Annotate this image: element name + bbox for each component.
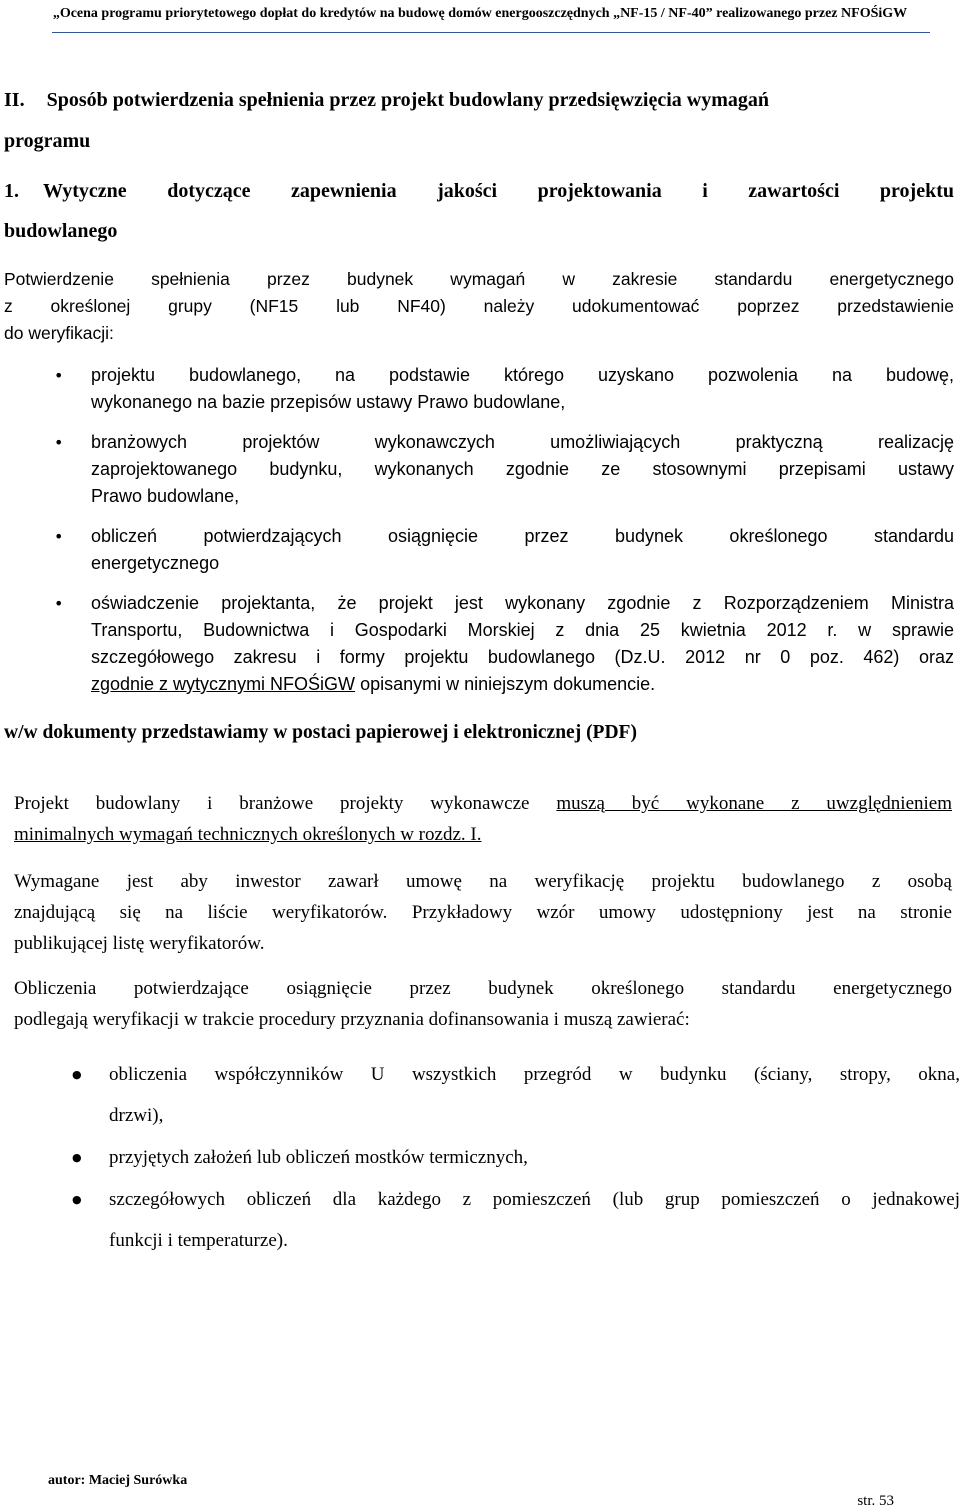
requirements-list: [54, 362, 954, 698]
paragraph-line: Obliczenia potwierdzające osiągnięcie przez budynek określonego standardu energetycznego: [14, 978, 952, 999]
list-item-text: energetycznego: [91, 553, 220, 573]
paragraph-text: Projekt budowlany i branżowe projekty wykonawcze: [14, 793, 557, 814]
intro-line: do weryfikacji:: [4, 323, 114, 343]
list-item-text: Prawo budowlane,: [91, 486, 240, 506]
intro-line: z określonej grupy (NF15 lub NF40) należy udokumentować poprzez przedstawienie: [4, 296, 954, 316]
subsection-heading: [4, 171, 954, 251]
paragraph-line: znajdującą się na liście weryfikatorów. Przykładowy wzór umowy udostępniony jest na stronie: [14, 902, 952, 923]
intro-paragraph: [4, 266, 954, 347]
subsection-number: 1.: [4, 180, 19, 202]
paragraph-design-requirements: [14, 788, 952, 850]
paragraph-verification-contract: [14, 866, 952, 959]
header-rule: [52, 32, 930, 33]
paragraph-line: publikującej listę weryfikatorów.: [14, 933, 265, 954]
list-item-text: • projektu budowlanego, na podstawie którego uzyskano pozwolenia na budowę,: [91, 365, 954, 385]
running-header-title: „Ocena programu priorytetowego dopłat do kredytów na budowę domów energooszczędnych „NF-15 / NF-40” realizowanego przez NFOŚiGW: [52, 6, 908, 21]
section-heading: [4, 80, 954, 162]
intro-line: Potwierdzenie spełnienia przez budynek wymagań w zakresie standardu energetycznego: [4, 269, 954, 289]
list-item: [54, 590, 954, 698]
subsection-title-part2: budowlanego: [4, 220, 118, 242]
list-item: [54, 362, 954, 416]
list-item-text: ● szczegółowych obliczeń dla każdego z pomieszczeń (lub grup pomieszczeń o jednakowej: [109, 1189, 960, 1210]
running-header: [0, 0, 960, 36]
list-item-text: • branżowych projektów wykonawczych umożliwiających praktyczną realizację: [91, 432, 954, 452]
list-item-text: ● przyjętych założeń lub obliczeń mostków termicznych,: [109, 1147, 528, 1168]
section-number: II.: [4, 89, 25, 111]
list-item-text: ● obliczenia współczynników U wszystkich przegród w budynku (ściany, stropy, okna,: [109, 1064, 960, 1085]
section-title-part1: Sposób potwierdzenia spełnienia przez projekt budowlany przedsięwzięcia wymagań: [46, 89, 769, 111]
paragraph-line: podlegają weryfikacji w trakcie procedury przyznania dofinansowania i muszą zawierać:: [14, 1009, 690, 1030]
calculations-list: [72, 1054, 960, 1262]
list-item-text: zaprojektowanego budynku, wykonanych zgodnie ze stosownymi przepisami ustawy: [91, 459, 954, 479]
paragraph-underlined-text: muszą być wykonane z uwzględnieniem: [556, 793, 953, 814]
list-item: [54, 429, 954, 510]
list-item-text: Transportu, Budownictwa i Gospodarki Morskiej z dnia 25 kwietnia 2012 r. w sprawie: [91, 620, 954, 640]
list-item-text: funkcji i temperaturze).: [109, 1230, 288, 1251]
paragraph-line: Wymagane jest aby inwestor zawarł umowę na weryfikację projektu budowlanego z osobą: [14, 871, 952, 892]
list-item-text: szczegółowego zakresu i formy projektu budowlanego (Dz.U. 2012 nr 0 poz. 462) oraz: [91, 647, 954, 667]
footer-author: autor: Maciej Surówka: [48, 1473, 188, 1488]
guidelines-link-text: zgodnie z wytycznymi NFOŚiGW: [91, 674, 356, 694]
list-item-text: wykonanego na bazie przepisów ustawy Prawo budowlane,: [91, 392, 566, 412]
documents-format-note: w/w dokumenty przedstawiamy w postaci papierowej i elektronicznej (PDF): [4, 722, 637, 743]
subsection-title-part1: Wytyczne dotyczące zapewnienia jakości projektowania i zawartości projektu: [43, 180, 954, 202]
list-item-text: • obliczeń potwierdzających osiągnięcie przez budynek określonego standardu: [91, 526, 954, 546]
list-item-text: drzwi),: [109, 1105, 164, 1126]
list-item: [72, 1179, 960, 1261]
paragraph-underlined-text: minimalnych wymagań technicznych określonych w rozdz. I.: [14, 824, 482, 845]
list-item: [54, 523, 954, 577]
list-item: [72, 1137, 960, 1178]
paragraph-calculations: [14, 973, 952, 1035]
section-title-part2: programu: [4, 130, 91, 152]
list-item-text: opisanymi w niniejszym dokumencie.: [355, 674, 656, 694]
page-number: str. 53: [857, 1493, 894, 1509]
list-item-text: • oświadczenie projektanta, że projekt jest wykonany zgodnie z Rozporządzeniem Ministra: [91, 593, 954, 613]
list-item: [72, 1054, 960, 1136]
